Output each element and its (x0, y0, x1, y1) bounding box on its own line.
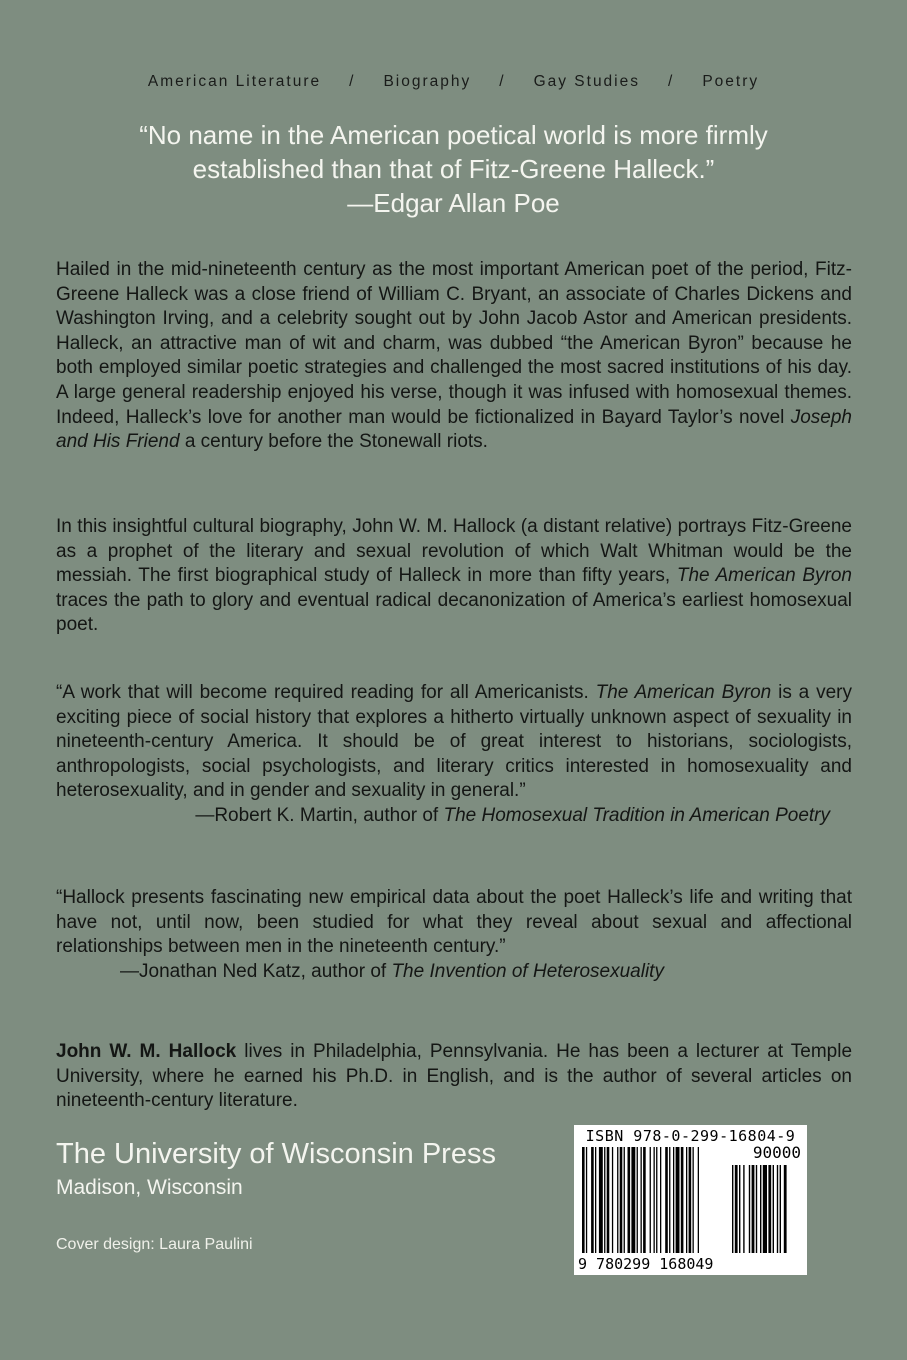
book-title: The American Byron (676, 565, 852, 587)
barcode-bar (607, 1147, 610, 1253)
paragraph-text: Hailed in the mid-nineteenth century as the most important American poet of the period, Fitz-Greene Halleck was a close friend of William C. Bryant, an associate of Charles Dickens and Washington Irving, and a celebrity sought out by John Jacob Astor and American presidents. Halleck, an attractive man of wit and charm, was dubbed “the American Byron” because he both employed similar poetic strategies and challenged the most sacred institutions of his day. A large general readership enjoyed his verse, though it was infused with homosexual themes. Indeed, Halleck’s love for another man would be fictionalized in Bayard Taylor’s novel (56, 259, 852, 428)
barcode-bar (628, 1147, 631, 1253)
poe-quote-line2: established than that of Fitz-Greene Halleck.” (192, 154, 715, 184)
isbn-label: ISBN 978-0-299-16804-9 (585, 1127, 796, 1145)
review-quote-katz (56, 886, 852, 984)
barcode-bar (689, 1147, 692, 1253)
description-paragraph-2 (56, 515, 852, 638)
barcode-bar (665, 1147, 668, 1253)
barcode-addon-bar (777, 1165, 778, 1253)
quote-text: “A work that will become required reading for all Americanists. (56, 682, 596, 703)
category-separator: / (349, 73, 356, 90)
barcode-bar (660, 1147, 661, 1253)
barcode-addon-bar (739, 1165, 740, 1253)
barcode-bar (599, 1147, 603, 1253)
category-poetry: Poetry (702, 73, 760, 90)
author-bio (56, 1040, 852, 1114)
quote-attribution: —Jonathan Ned Katz, author of The Invention of Heterosexuality (120, 960, 664, 982)
poe-quote (0, 118, 907, 220)
barcode-addon-bar (760, 1165, 761, 1253)
barcode-addon-bar (780, 1165, 781, 1253)
barcode-addon-bar (768, 1165, 771, 1253)
barcode-bar (650, 1147, 651, 1253)
quote-attribution: —Robert K. Martin, author of The Homosexual Tradition in American Poetry (195, 804, 830, 826)
publisher-block (56, 1136, 496, 1202)
quote-text: “Hallock presents fascinating new empirical data about the poet Halleck’s life and writing that have not, until now, been studied for what they reveal about sexual and affectional relationships between men in the nineteenth century.” (56, 887, 852, 958)
barcode-addon-bar (743, 1165, 744, 1253)
barcode-bar (612, 1147, 613, 1253)
book-title: The American Byron (595, 682, 772, 703)
publisher-name: The University of Wisconsin Press (56, 1138, 496, 1170)
barcode-addon-bar (732, 1165, 733, 1253)
barcode-bar (604, 1147, 605, 1253)
paragraph-text: traces the path to glory and eventual radical decanonization of America’s earliest homosexual poet. (56, 589, 852, 636)
quote-text: is a very exciting piece of social history that explores a hitherto virtually unknown aspect of sexuality in nineteenth-century America. It should be of great interest to historians, sociologists, anthropologists, social psychologists, and literary critics interested in homosexuality and heterosexuality, and in gender and sexuality in general.” (56, 682, 852, 802)
isbn-barcode (574, 1125, 807, 1275)
paragraph-text: In this insightful cultural biography, John W. M. Hallock (a distant relative) portrays Fitz-Greene as a prophet of the literary and sexual revolution of which Walt Whitman would be the messiah. The first biographical study of Halleck in more than fifty years, (56, 516, 852, 587)
category-separator: / (499, 73, 506, 90)
category-line (0, 73, 907, 91)
barcode-bar (617, 1147, 618, 1253)
barcode-bar (582, 1147, 585, 1253)
barcode-bar (681, 1147, 684, 1253)
barcode-addon-bar (763, 1165, 767, 1253)
barcode-ean: 9 780299 168049 (578, 1255, 714, 1273)
barcode-bar (686, 1147, 687, 1253)
barcode-bar (586, 1147, 587, 1253)
barcode-addon-bar (752, 1165, 755, 1253)
category-biography: Biography (383, 73, 472, 90)
description-paragraph-1 (56, 258, 852, 455)
barcode-bar (631, 1147, 635, 1253)
publisher-city: Madison, Wisconsin (56, 1176, 243, 1199)
poe-quote-attribution: —Edgar Allan Poe (347, 188, 560, 218)
poe-quote-line1: “No name in the American poetical world is more firmly (139, 120, 768, 150)
barcode-bar (676, 1147, 680, 1253)
barcode-addon-bar (773, 1165, 774, 1253)
category-american-literature: American Literature (147, 73, 322, 90)
barcode-addon-bar (735, 1165, 738, 1253)
barcode-bar (669, 1147, 670, 1253)
cover-design-credit: Cover design: Laura Paulini (56, 1236, 253, 1253)
barcode-bar (641, 1147, 642, 1253)
author-name: John W. M. Hallock (56, 1041, 237, 1062)
barcode-addon-bar (784, 1165, 787, 1253)
paragraph-text: a century before the Stonewall riots. (179, 431, 488, 453)
barcode-bar (673, 1147, 674, 1253)
barcode-bar (624, 1147, 625, 1253)
barcode-addon-bar (749, 1165, 750, 1253)
barcode-bar (637, 1147, 638, 1253)
category-separator: / (668, 73, 675, 90)
barcode-bar (693, 1147, 694, 1253)
barcode-bar (591, 1147, 594, 1253)
barcode-bar (643, 1147, 646, 1253)
barcode-bar (654, 1147, 655, 1253)
barcode-addon: 90000 (752, 1143, 801, 1162)
category-gay-studies: Gay Studies (533, 73, 640, 90)
barcode-bar (656, 1147, 657, 1253)
book-title: Joseph and His Friend (56, 406, 852, 453)
review-quote-martin (56, 681, 852, 829)
author-bio-text: lives in Philadelphia, Pennsylvania. He has been a lecturer at Temple University, where he earned his Ph.D. in English, and is the author of several articles on nineteenth-century literature. (56, 1041, 853, 1112)
barcode-bar (698, 1147, 699, 1253)
barcode-addon-bar (756, 1165, 757, 1253)
barcode-bar (595, 1147, 596, 1253)
barcode-bar (620, 1147, 623, 1253)
